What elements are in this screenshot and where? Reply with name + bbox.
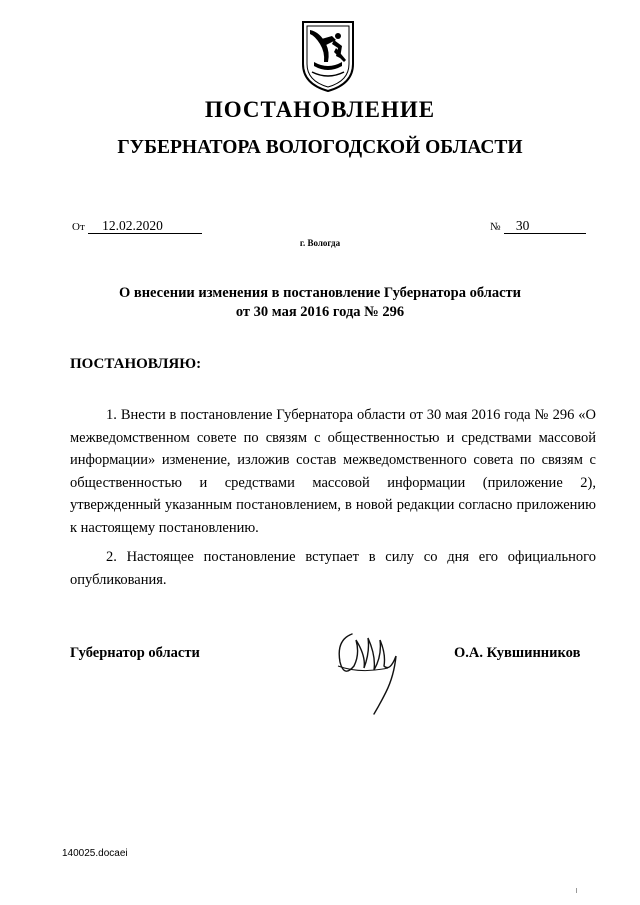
file-reference: 140025.docaei (62, 848, 128, 859)
date-row (72, 218, 202, 234)
document-subject (0, 284, 640, 322)
paragraph-1: 1. Внести в постановление Губернатора области от 30 мая 2016 года № 296 «О межведомственном совете по связям с общественностью и средствами массовой информации» изменение, изложив состав межведомственного совета по связям с общественностью и средствами массовой информации (приложение 2), утвержденный указанным постановлением, в новой редакции согласно приложению к настоящему постановлению. (70, 407, 596, 536)
document-body (70, 404, 596, 591)
resolve-heading: ПОСТАНОВЛЯЮ: (70, 356, 202, 372)
signatory-name: О.А. Кувшинников (454, 645, 581, 661)
signatory-role: Губернатор области (70, 645, 200, 661)
number-prefix: № (490, 221, 501, 233)
document-title: ПОСТАНОВЛЕНИЕ (204, 97, 436, 122)
coat-of-arms-icon (298, 18, 358, 94)
date-prefix: От (72, 221, 85, 233)
scan-mark (576, 888, 577, 893)
city-label: г. Вологда (299, 238, 341, 248)
number-row (490, 218, 586, 234)
subject-line-1: О внесении изменения в постановление Губернатора области (118, 285, 522, 301)
paragraph-2: 2. Настоящее постановление вступает в силу со дня его официального опубликования. (70, 549, 596, 588)
document-subtitle: ГУБЕРНАТОРА ВОЛОГОДСКОЙ ОБЛАСТИ (117, 137, 523, 158)
number-value: 30 (504, 219, 586, 234)
subject-line-2: от 30 мая 2016 года № 296 (235, 304, 405, 320)
handwritten-signature (330, 626, 410, 716)
date-value: 12.02.2020 (88, 219, 202, 234)
